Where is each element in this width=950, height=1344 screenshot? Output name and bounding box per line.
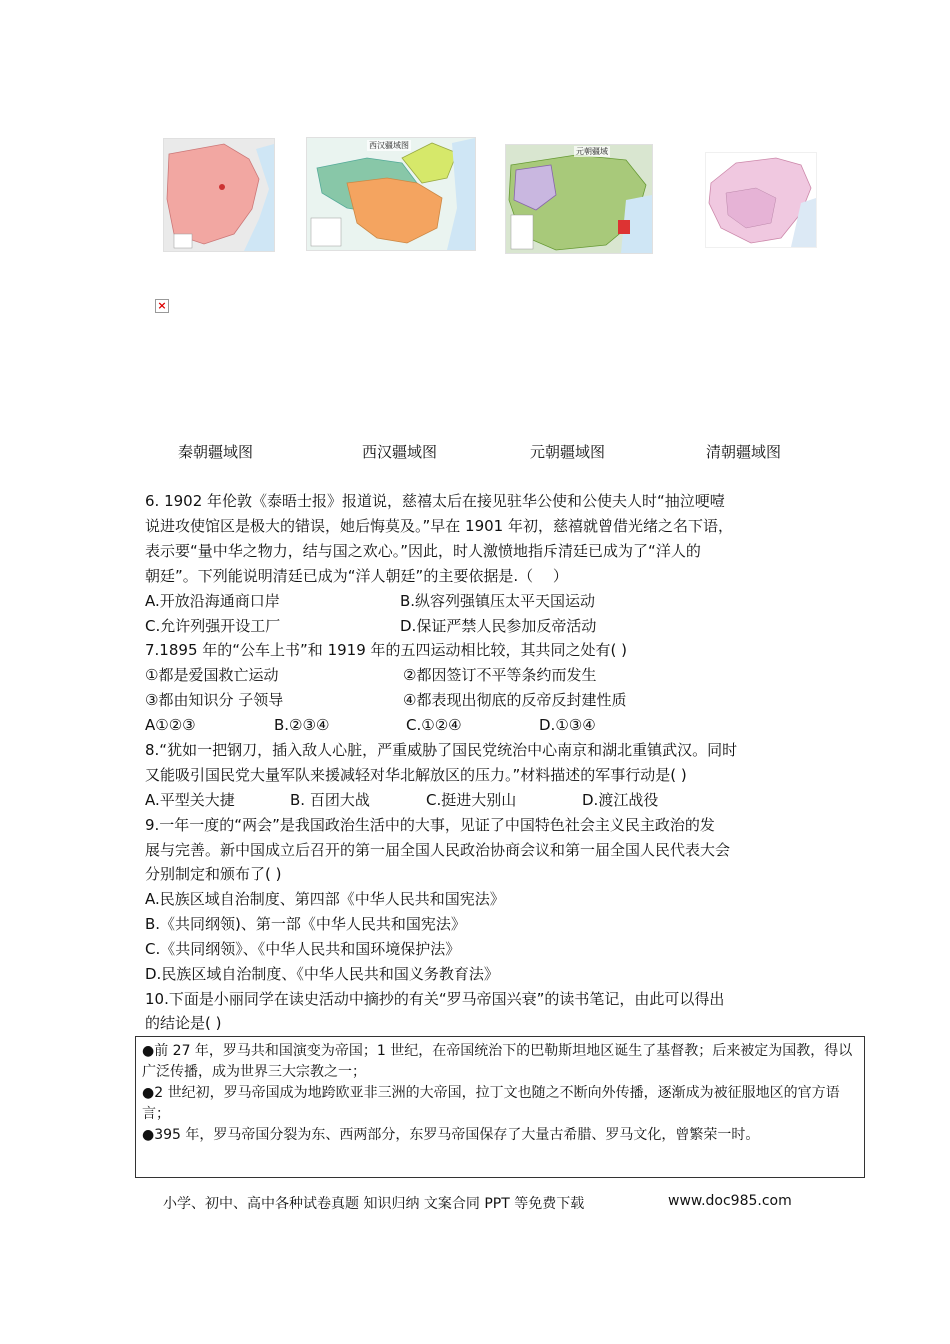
q8-line-2: 又能吸引国民党大量军队来援减轻对华北解放区的压力。”材料描述的军事行动是( ) — [145, 766, 687, 784]
xihan-map-image — [306, 137, 476, 251]
q6-line-3: 表示要“量中华之物力，结与国之欢心。”因此，时人激愤地指斥清廷已成为了“洋人的 — [145, 542, 701, 560]
q7-option-d: D.①③④ — [539, 716, 596, 734]
q9-option-a: A.民族区域自治制度、第四部《中华人民共和国宪法》 — [145, 890, 505, 908]
broken-image-icon: × — [155, 299, 169, 313]
q10-line-2: 的结论是( ) — [145, 1014, 222, 1032]
footer-text: 小学、初中、高中各种试卷真题 知识归纳 文案合同 PPT 等免费下载 — [163, 1196, 585, 1212]
footer-url[interactable]: www.doc985.com — [668, 1193, 792, 1209]
q6-option-c: C.允许列强开设工厂 — [145, 617, 281, 635]
q9-line-3: 分别制定和颁布了( ) — [145, 865, 282, 883]
caption-yuan: 元朝疆域图 — [530, 443, 606, 461]
caption-qin: 秦朝疆域图 — [178, 443, 254, 461]
q7-option-a: A①②③ — [145, 716, 196, 734]
qin-map-image — [163, 138, 275, 252]
q8-option-b: B. 百团大战 — [290, 791, 370, 809]
q6-option-b: B.纵容列强镇压太平天国运动 — [400, 592, 596, 610]
q8-option-d: D.渡江战役 — [582, 791, 659, 809]
q7-stem: 7.1895 年的“公车上书”和 1919 年的五四运动相比较，其共同之处有( ) — [145, 641, 627, 659]
q9-option-b: B.《共同纲领)、第一部《中华人民共和国宪法》 — [145, 915, 466, 933]
qin-map-drawing — [164, 139, 274, 251]
note-3: ●395 年，罗马帝国分裂为东、西两部分，东罗马帝国保存了大量古希腊、罗马文化，曾繁荣一时。 — [142, 1127, 760, 1143]
q6-line-4: 朝廷”。下列能说明清廷已成为“洋人朝廷”的主要依据是.（ ） — [145, 567, 568, 585]
xihan-map-title: 西汉疆域图 — [369, 141, 409, 150]
q7-item-4: ④都表现出彻底的反帝反封建性质 — [403, 691, 627, 709]
q6-option-a: A.开放沿海通商口岸 — [145, 592, 280, 610]
q7-option-b: B.②③④ — [274, 716, 330, 734]
note-1: ●前 27 年，罗马共和国演变为帝国；1 世纪，在帝国统治下的巴勒斯坦地区诞生了基督教；后来被定为国教，得以广泛传播，成为世界三大宗教之一； — [142, 1043, 853, 1080]
xihan-map-drawing — [307, 138, 475, 250]
yuan-map-title: 元朝疆域 — [576, 147, 608, 156]
reading-notes-box — [135, 1036, 865, 1178]
qing-map-drawing — [706, 153, 816, 247]
q9-line-2: 展与完善。新中国成立后召开的第一届全国人民政治协商会议和第一届全国人民代表大会 — [145, 841, 731, 859]
q8-option-c: C.挺进大别山 — [426, 791, 517, 809]
q8-option-a: A.平型关大捷 — [145, 791, 235, 809]
yuan-map-image — [505, 144, 653, 254]
q6-option-d: D.保证严禁人民参加反帝活动 — [400, 617, 597, 635]
note-2: ●2 世纪初，罗马帝国成为地跨欧亚非三洲的大帝国，拉丁文也随之不断向外传播，逐渐成为被征服地区的官方语言； — [142, 1085, 840, 1122]
q9-option-d: D.民族区域自治制度、《中华人民共和国义务教育法》 — [145, 965, 499, 983]
caption-xihan: 西汉疆域图 — [362, 443, 438, 461]
qing-map-image — [705, 152, 817, 248]
q7-option-c: C.①②④ — [406, 716, 462, 734]
q9-option-c: C.《共同纲领》、《中华人民共和国环境保护法》 — [145, 940, 461, 958]
q7-item-1: ①都是爱国救亡运动 — [145, 666, 279, 684]
caption-qing: 清朝疆域图 — [706, 443, 782, 461]
q9-line-1: 9.一年一度的“两会”是我国政治生活中的大事，见证了中国特色社会主义民主政治的发 — [145, 816, 715, 834]
q10-line-1: 10.下面是小丽同学在读史活动中摘抄的有关“罗马帝国兴衰”的读书笔记，由此可以得出 — [145, 990, 725, 1008]
q6-line-1: 6. 1902 年伦敦《泰晤士报》报道说，慈禧太后在接见驻华公使和公使夫人时“抽泣哽噎 — [145, 492, 725, 510]
q8-line-1: 8.“犹如一把钢刀，插入敌人心脏，严重威胁了国民党统治中心南京和湖北重镇武汉。同时 — [145, 741, 738, 759]
q7-item-3: ③都由知识分 子领导 — [145, 691, 284, 709]
yuan-map-drawing — [506, 145, 652, 253]
q6-line-2: 说进攻使馆区是极大的错误，她后悔莫及。”早在 1901 年初，慈禧就曾借光绪之名下语， — [145, 517, 733, 535]
q7-item-2: ②都因签订不平等条约而发生 — [403, 666, 597, 684]
